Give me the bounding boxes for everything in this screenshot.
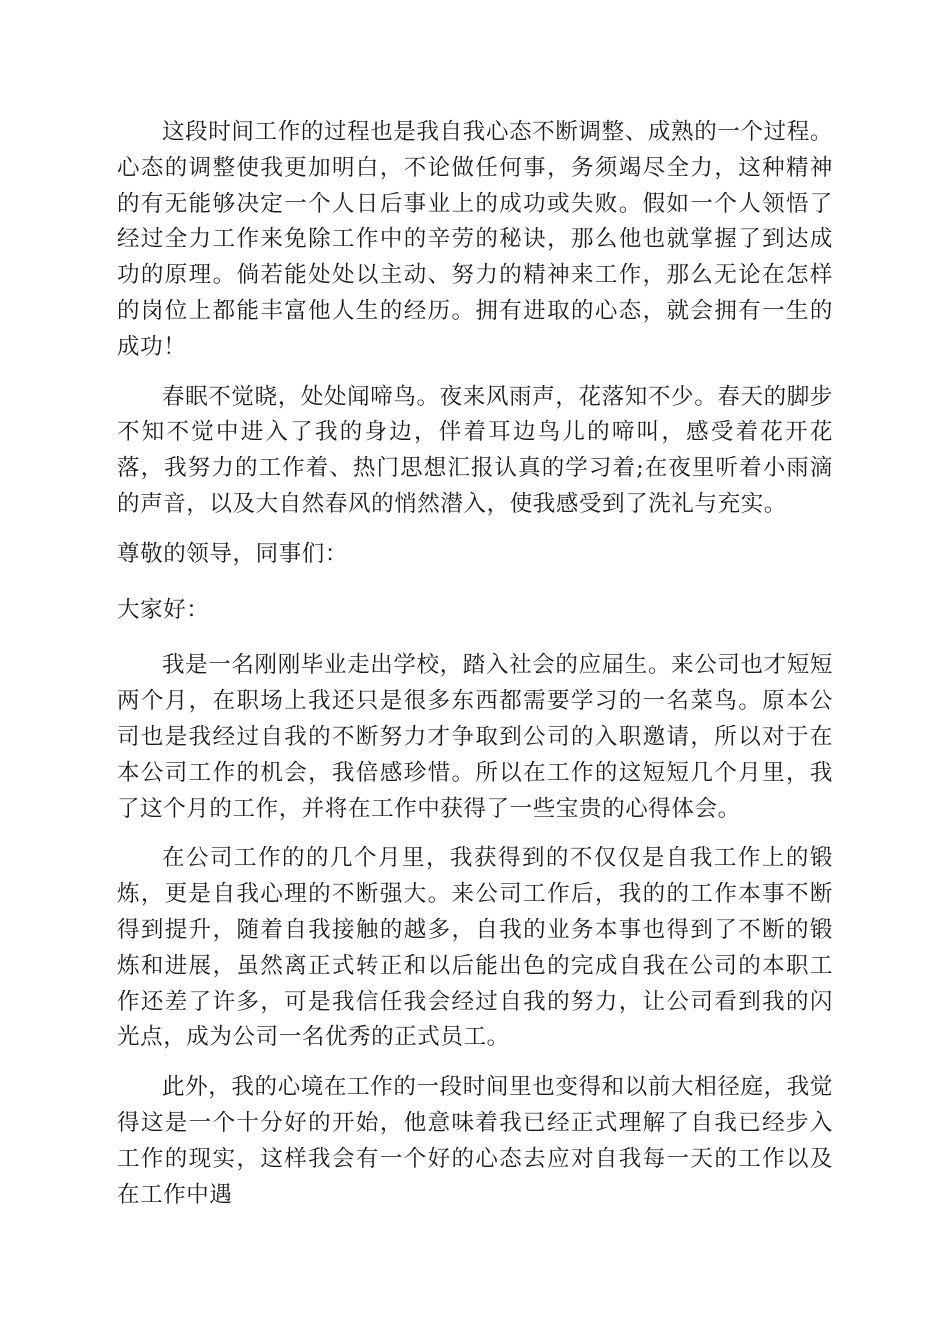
paragraph-attitude: 此外，我的心境在工作的一段时间里也变得和以前大相径庭，我觉得这是一个十分好的开始，他意味着我已经正式理解了自我已经步入工作的现实，这样我会有一个好的心态去应对自我每一天的工作以及在工作中遇 (117, 1074, 833, 1208)
document-body (117, 115, 833, 1227)
paragraph-growth: 在公司工作的的几个月里，我获得到的不仅仅是自我工作上的锻炼，更是自我心理的不断强大。来公司工作后，我的的工作本事不断得到提升，随着自我接触的越多，自我的业务本事也得到了不断的锻炼和进展，虽然离正式转正和以后能出色的完成自我在公司的本职工作还差了许多，可是我信任我会经过自我的努力，让公司看到我的闪光点，成为公司一名优秀的正式员工。 (117, 845, 833, 1051)
paragraph-mindset: 这段时间工作的过程也是我自我心态不断调整、成熟的一个过程。心态的调整使我更加明白，不论做任何事，务须竭尽全力，这种精神的有无能够决定一个人日后事业上的成功或失败。假如一个人领悟了经过全力工作来免除工作中的辛劳的秘诀，那么他也就掌握了到达成功的原理。倘若能处处以主动、努力的精神来工作，那么无论在怎样的岗位上都能丰富他人生的经历。拥有进取的心态，就会拥有一生的成功！ (117, 119, 833, 360)
paragraph-spring: 春眠不觉晓，处处闻啼鸟。夜来风雨声，花落知不少。春天的脚步不知不觉中进入了我的身边，伴着耳边鸟儿的啼叫，感受着花开花落，我努力的工作着、热门思想汇报认真的学习着;在夜里听着小雨滴的声音，以及大自然春风的悄然潜入，使我感受到了洗礼与充实。 (117, 383, 833, 517)
paragraph-introduction: 我是一名刚刚毕业走出学校，踏入社会的应届生。来公司也才短短两个月，在职场上我还只是很多东西都需要学习的一名菜鸟。原本公司也是我经过自我的不断努力才争取到公司的入职邀请，所以对于在本公司工作的机会，我倍感珍惜。所以在工作的这短短几个月里，我了这个月的工作，并将在工作中获得了一些宝贵的心得体会。 (117, 652, 833, 822)
greeting: 大家好： (117, 596, 210, 623)
salutation: 尊敬的领导，同事们： (117, 540, 349, 567)
